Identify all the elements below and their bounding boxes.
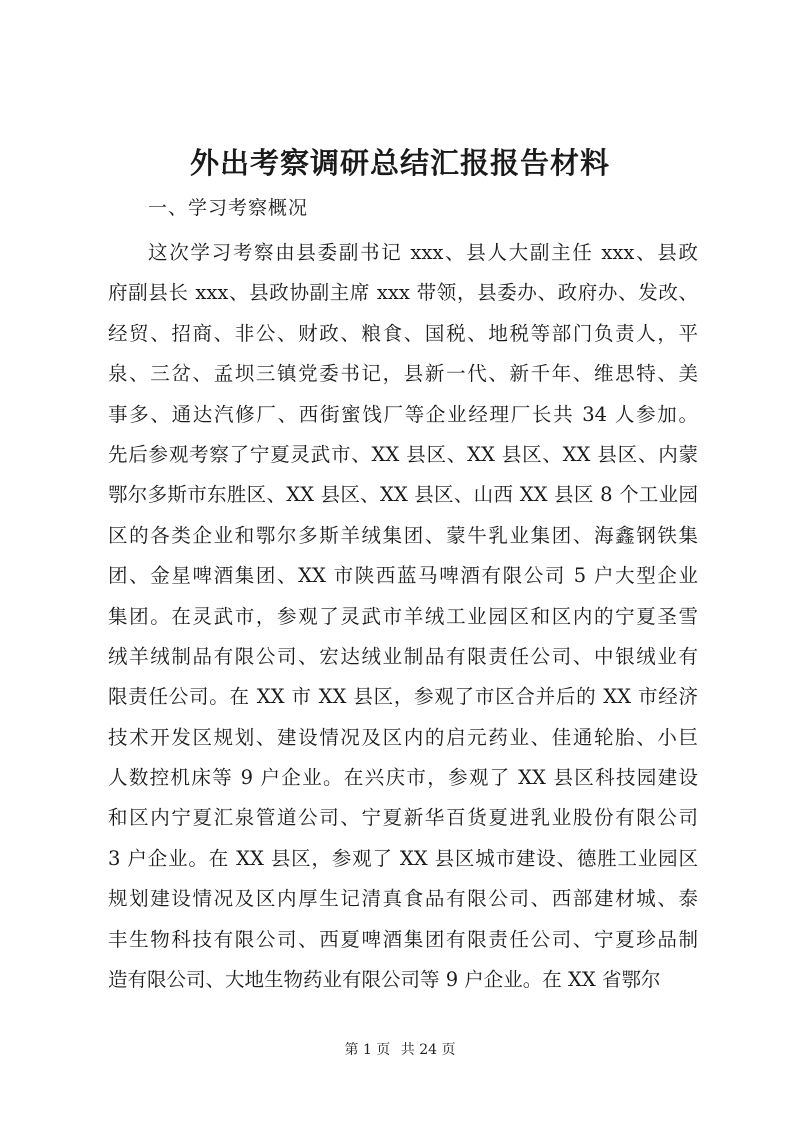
- page-number: 第 1 页: [344, 1042, 391, 1058]
- paragraph-line: 丰生物科技有限公司、西夏啤酒集团有限责任公司、宁夏珍品制: [108, 927, 698, 951]
- paragraph-line: 这次学习考察由县委副书记 xxx、县人大副主任 xxx、县政: [148, 241, 698, 264]
- paragraph-line: 鄂尔多斯市东胜区、XX 县区、XX 县区、山西 XX 县区 8 个工业园: [108, 483, 698, 507]
- paragraph-line: 事多、通达汽修厂、西街蜜饯厂等企业经理厂长共 34 人参加。: [108, 402, 698, 426]
- paragraph-line: 限责任公司。在 XX 市 XX 县区，参观了市区合并后的 XX 市经济: [108, 685, 698, 709]
- paragraph-line: 绒羊绒制品有限公司、宏达绒业制品有限责任公司、中银绒业有: [108, 644, 698, 668]
- paragraph-line: 集团。在灵武市，参观了灵武市羊绒工业园区和区内的宁夏圣雪: [108, 604, 698, 628]
- paragraph-line: 经贸、招商、非公、财政、粮食、国税、地税等部门负责人，平: [108, 321, 698, 345]
- paragraph-line: 3 户企业。在 XX 县区，参观了 XX 县区城市建设、德胜工业园区: [108, 846, 698, 870]
- page-total: 共 24 页: [400, 1042, 456, 1058]
- body-paragraph: [108, 233, 698, 1000]
- paragraph-line: 技术开发区规划、建设情况及区内的启元药业、佳通轮胎、小巨: [108, 725, 698, 749]
- paragraph-line: 造有限公司、大地生物药业有限公司等 9 户企业。在 XX 省鄂尔: [108, 968, 661, 992]
- paragraph-line: 区的各类企业和鄂尔多斯羊绒集团、蒙牛乳业集团、海鑫钢铁集: [108, 523, 698, 547]
- paragraph-line: 和区内宁夏汇泉管道公司、宁夏新华百货夏进乳业股份有限公司: [108, 806, 698, 830]
- paragraph-line: 人数控机床等 9 户企业。在兴庆市，参观了 XX 县区科技园建设: [108, 766, 698, 790]
- section-heading: 一、学习考察概况: [148, 197, 309, 219]
- paragraph-line: 规划建设情况及区内厚生记清真食品有限公司、西部建材城、泰: [108, 887, 698, 911]
- paragraph-line: 府副县长 xxx、县政协副主席 xxx 带领，县委办、政府办、发改、: [108, 281, 698, 305]
- document-title: 外出考察调研总结汇报报告材料: [189, 146, 610, 180]
- paragraph-line: 团、金星啤酒集团、XX 市陕西蓝马啤酒有限公司 5 户大型企业: [108, 564, 698, 588]
- page-footer: [0, 1040, 800, 1060]
- paragraph-line: 先后参观考察了宁夏灵武市、XX 县区、XX 县区、XX 县区、内蒙: [108, 442, 698, 466]
- paragraph-line: 泉、三岔、孟坝三镇党委书记，县新一代、新千年、维思特、美: [108, 362, 698, 386]
